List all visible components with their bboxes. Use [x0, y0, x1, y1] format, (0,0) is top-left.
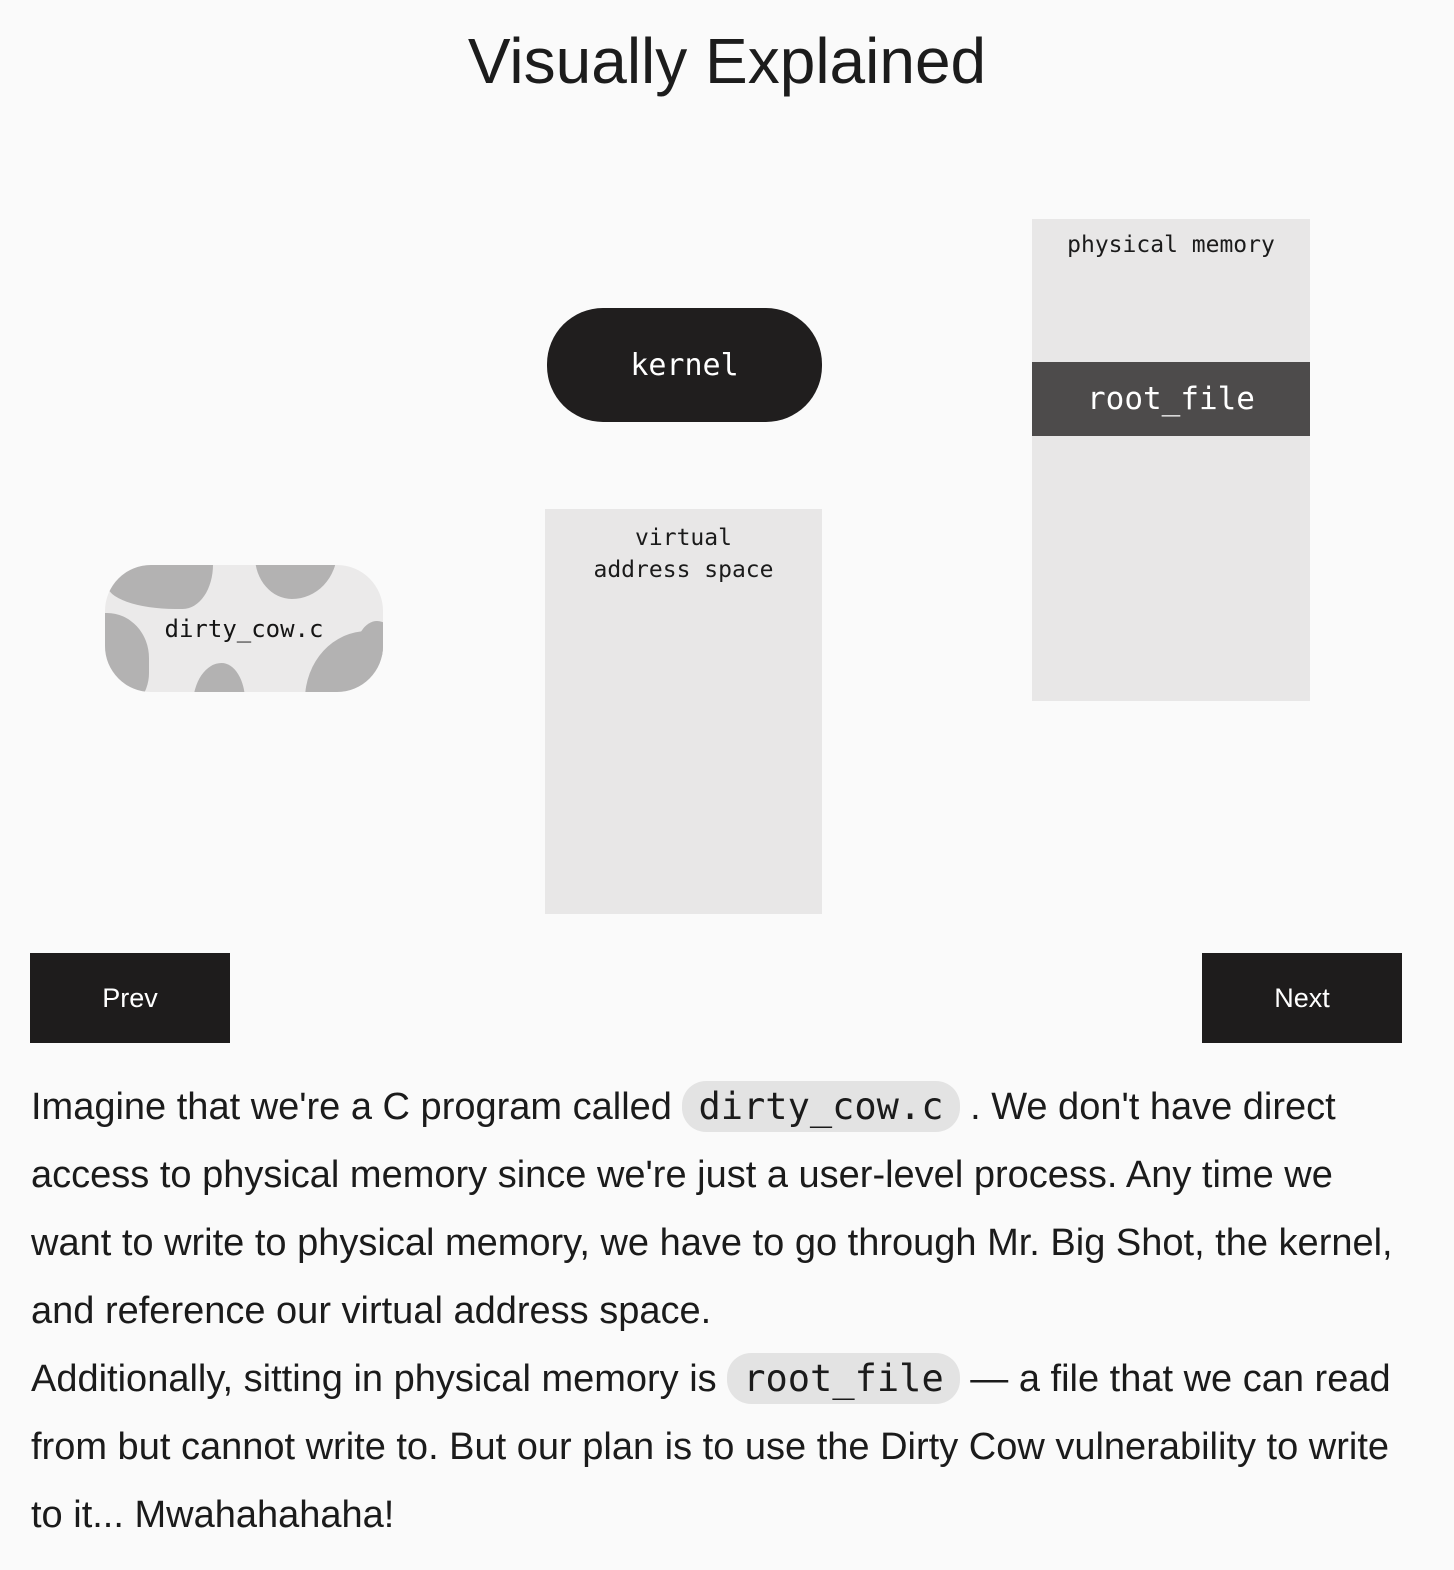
p1-text-after: . We don't have direct access to physical memory since we're just a user-level process. Any time we want to write to physical memory, we have to go through Mr. Big Shot, the kernel, and reference our virtual address space.	[31, 1086, 1393, 1332]
inline-code-dirty-cow: dirty_cow.c	[682, 1081, 959, 1132]
kernel-box	[547, 308, 822, 422]
inline-code-root-file: root_file	[727, 1353, 959, 1404]
p2-text-before: Additionally, sitting in physical memory is	[31, 1358, 728, 1400]
virtual-address-space-box	[545, 509, 822, 914]
dirty-cow-box	[105, 565, 383, 692]
dirty-cow-label: dirty_cow.c	[164, 614, 324, 643]
physical-memory-label: physical memory	[1067, 232, 1275, 258]
p1-text-before: Imagine that we're a C program called	[31, 1086, 683, 1128]
root-file-band	[1032, 362, 1310, 436]
physical-memory-box	[1032, 219, 1310, 701]
virtual-address-space-label	[545, 522, 822, 586]
next-button[interactable]: Next	[1202, 953, 1402, 1043]
kernel-label: kernel	[630, 347, 739, 383]
prev-button[interactable]: Prev	[30, 953, 230, 1043]
p2-text-after: — a file that we can read from but cannot write to. But our plan is to use the Dirty Cow vulnerability to write to it... Mwahahahaha!	[31, 1358, 1391, 1536]
explanation-text	[31, 1073, 1422, 1549]
virtual-address-space-label-line1: virtual	[635, 525, 732, 551]
virtual-address-space-label-line2: address space	[593, 557, 774, 583]
page-title: Visually Explained	[467, 25, 987, 97]
root-file-label: root_file	[1087, 381, 1255, 417]
explanation-paragraph-2	[31, 1345, 1422, 1549]
explanation-paragraph-1	[31, 1073, 1422, 1345]
